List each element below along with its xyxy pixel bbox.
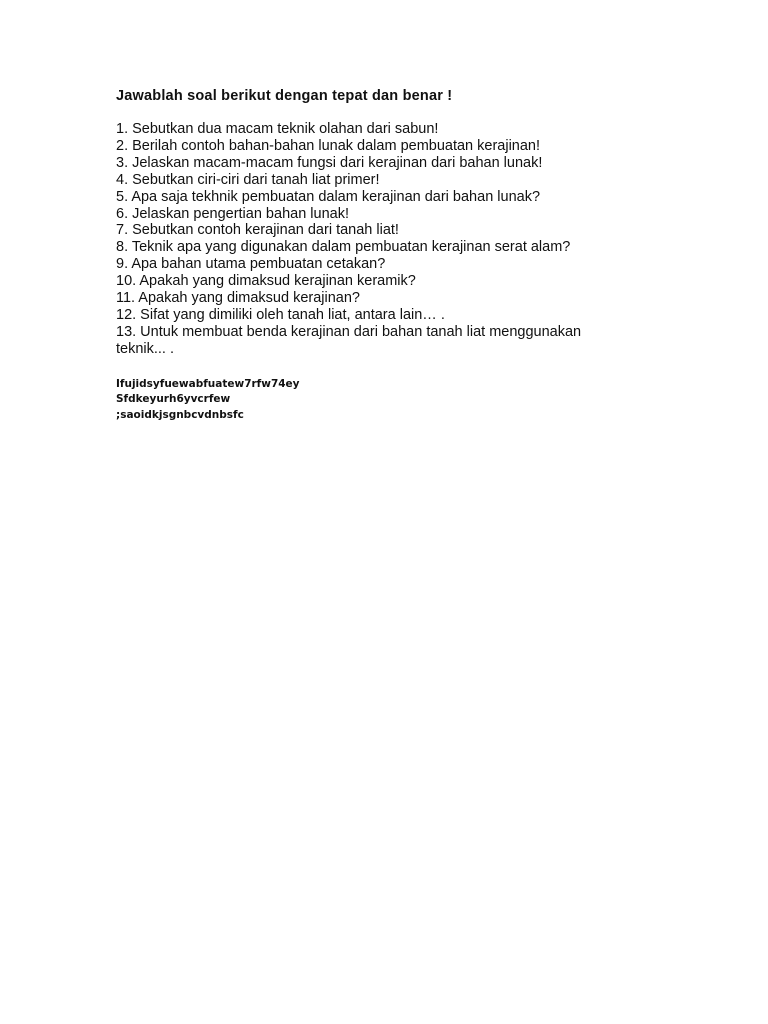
document-title: Jawablah soal berikut dengan tepat dan benar ! bbox=[116, 88, 453, 104]
note-line: ;saoidkjsgnbcvdnbsfc bbox=[116, 408, 244, 421]
question-item: 4. Sebutkan ciri-ciri dari tanah liat primer! bbox=[116, 171, 380, 188]
document-content bbox=[116, 88, 636, 423]
question-item: 13. Untuk membuat benda kerajinan dari bahan tanah liat menggunakan teknik... . bbox=[116, 323, 582, 357]
note-line: Sfdkeyurh6yvcrfew bbox=[116, 393, 231, 406]
question-item: 7. Sebutkan contoh kerajinan dari tanah liat! bbox=[116, 222, 399, 239]
question-list bbox=[116, 121, 636, 358]
question-item: 5. Apa saja tekhnik pembuatan dalam kerajinan dari bahan lunak? bbox=[116, 188, 541, 205]
notes-block bbox=[116, 377, 636, 424]
note-line: Ifujidsyfuewabfuatew7rfw74ey bbox=[116, 377, 300, 390]
question-item: 6. Jelaskan pengertian bahan lunak! bbox=[116, 205, 349, 222]
question-item: 9. Apa bahan utama pembuatan cetakan? bbox=[116, 256, 386, 273]
question-item: 11. Apakah yang dimaksud kerajinan? bbox=[116, 290, 360, 307]
question-item: 3. Jelaskan macam-macam fungsi dari kerajinan dari bahan lunak! bbox=[116, 154, 543, 171]
question-item: 12. Sifat yang dimiliki oleh tanah liat, antara lain… . bbox=[116, 306, 445, 323]
question-item: 10. Apakah yang dimaksud kerajinan keramik? bbox=[116, 273, 416, 290]
question-item: 2. Berilah contoh bahan-bahan lunak dalam pembuatan kerajinan! bbox=[116, 137, 541, 154]
question-item: 8. Teknik apa yang digunakan dalam pembuatan kerajinan serat alam? bbox=[116, 239, 571, 256]
question-item: 1. Sebutkan dua macam teknik olahan dari sabun! bbox=[116, 121, 439, 137]
